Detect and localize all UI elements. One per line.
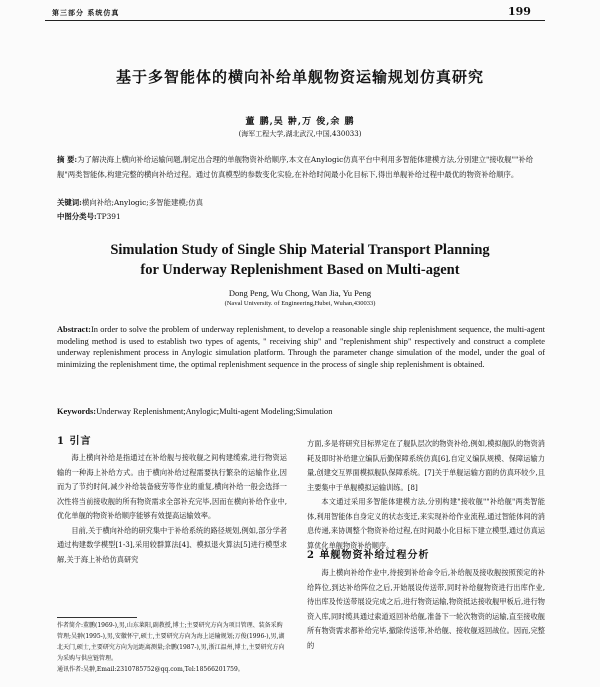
english-keywords [57, 407, 545, 416]
right-column-continued [307, 566, 545, 653]
english-title-line-1: Simulation Study of Single Ship Material Transport Planning [110, 242, 490, 258]
running-header-section: 第三部分 系统仿真 [52, 8, 120, 17]
footnote-author-bio: 作者简介:董鹏(1969-),男,山东莱阳,副教授,博士;主要研究方向为项目管理、装备采购管理;吴翀(1995-),男,安徽怀宁,硕士,主要研究方向为海上运输规划;万俊(1996-),男,湖北天门,硕士,主要研究方向为远距离测量;余鹏(1987-),男,浙江温州,博士,主要研究方向为采购与供应链管理。 [57, 622, 285, 662]
classification-number [57, 210, 545, 223]
english-title-line-2: for Underway Replenishment Based on Multi-agent [140, 262, 460, 278]
chinese-keywords [57, 196, 545, 209]
chinese-abstract-text: 为了解决海上横向补给运输问题,制定出合理的单舰物资补给顺序,本文在Anylogic仿真平台中利用多智能体建模方法,分别建立"接收舰""补给舰"两类智能体,构建完整的横向补给过程。通过仿真模型的参数变化实验,在补给时间最小化目标下,得出单舰补给过程中最优的物资补给顺序。 [57, 155, 534, 179]
chinese-affiliation: (海军工程大学,湖北武汉,中国,430033) [238, 130, 362, 138]
classification-label: 中图分类号: [57, 212, 97, 221]
right-paragraph-2: 本文通过采用多智能体建模方法,分别构建"接收舰""补给舰"两类智能体,利用智能体自身定义的状态变迁,来实现补给作业流程,通过智能体间的消息传递,来协调整个物资补给过程,在时间最小化目标下建立模型,通过仿真运算优化单舰物资补给顺序。 [307, 497, 545, 550]
section-2-heading: 2 单舰物资补给过程分析 [307, 550, 430, 561]
chinese-keywords-text: 横向补给;Anylogic;多智能建模;仿真 [81, 198, 203, 207]
english-abstract-label: Abstract: [57, 325, 91, 334]
right-paragraph-1: 方面,多是将研究目标界定在了舰队层次的物资补给,例如,模拟舰队的物资消耗及即时补给建立编队后勤保障系统仿真[6],自定义编队规模、保障运输力量,创建交互界面模拟舰队保障系统。[7]关于单舰运输方面的仿真环较少,且主要集中于单舰模拟运输训练。[8] [307, 439, 545, 492]
chinese-authors: 董 鹏,吴 翀,万 俊,余 鹏 [245, 117, 355, 127]
english-title [40, 240, 560, 280]
english-affiliation: (Naval University. of Engineering,Hubei, Wuhan,430033) [224, 300, 376, 307]
chinese-abstract [57, 152, 545, 182]
left-column [57, 451, 287, 567]
page-number: 199 [508, 5, 531, 18]
right-paragraph-3: 海上横向补给作业中,待接到补给命令后,补给舰及接收舰按照预定的补给阵位,到达补给阵位之后,开始展设传送带,同时补给舰物资进行出库作业,待出库及传送带展设完成之后,进行物资运输,物资抵达接收舰甲板后,进行物资入库,同时缆具通过索道返回补给舰,准备下一轮次物资的运输,直至接收舰所有物资需求都补给完毕,撤除传送带,补给舰、接收舰返回战位。因而,完整的 [307, 568, 545, 650]
chinese-keywords-label: 关键词: [57, 198, 82, 207]
english-keywords-label: Keywords: [57, 407, 97, 416]
chinese-title: 基于多智能体的横向补给单舰物资运输规划仿真研究 [115, 68, 484, 86]
chinese-abstract-label: 摘 要: [57, 155, 78, 164]
section-1-heading: 1 引言 [57, 436, 92, 447]
footnote-contact: 通讯作者:吴翀,Email:2310785752@qq.com,Tel:18566201759。 [57, 666, 244, 673]
right-column [307, 437, 545, 553]
footnote-rule [57, 617, 137, 618]
left-paragraph-1: 海上横向补给是指通过在补给舰与接收舰之间构建缆索,进行物资运输的一种海上补给方式。由于横向补给过程需要执行繁杂的运输作业,因而为了节约时间,减少补给装备疲劳等作业的重复,横向补给一般会选择一次性将当前接收舰的所有物资需求全部补充完毕,因而在横向补给作业中,优化单舰的物资补给顺序能够有效提高运输效率。 [57, 453, 287, 520]
english-authors: Dong Peng, Wu Chong, Wan Jia, Yu Peng [228, 288, 372, 298]
english-abstract-text: In order to solve the problem of underway replenishment, to develop a reasonable single ship replenishment sequence, the multi-agent modeling method is used to establish two types of agents, " receiving ship" and "replenishment ship" respectively and construct a complete underway replenishment process in Anylogic simulation platform. Through the parameter change simulation of the model, under the goal of minimizing the replenishment time, the optimal replenishment sequence in the process of single ship replenishment is obtained. [57, 325, 545, 369]
english-keywords-text: Underway Replenishment;Anylogic;Multi-agent Modeling;Simulation [96, 407, 333, 416]
header-rule [45, 20, 545, 21]
classification-value: TP391 [96, 212, 121, 221]
footnote [57, 620, 287, 675]
left-paragraph-2: 目前,关于横向补给的研究集中于补给系统的路径规划,例如,部分学者通过构建数学模型[1-3],采用较群算法[4]、模拟退火算法[5]进行模型求解,关于海上补给仿真研究 [57, 525, 287, 564]
english-abstract [57, 324, 545, 370]
